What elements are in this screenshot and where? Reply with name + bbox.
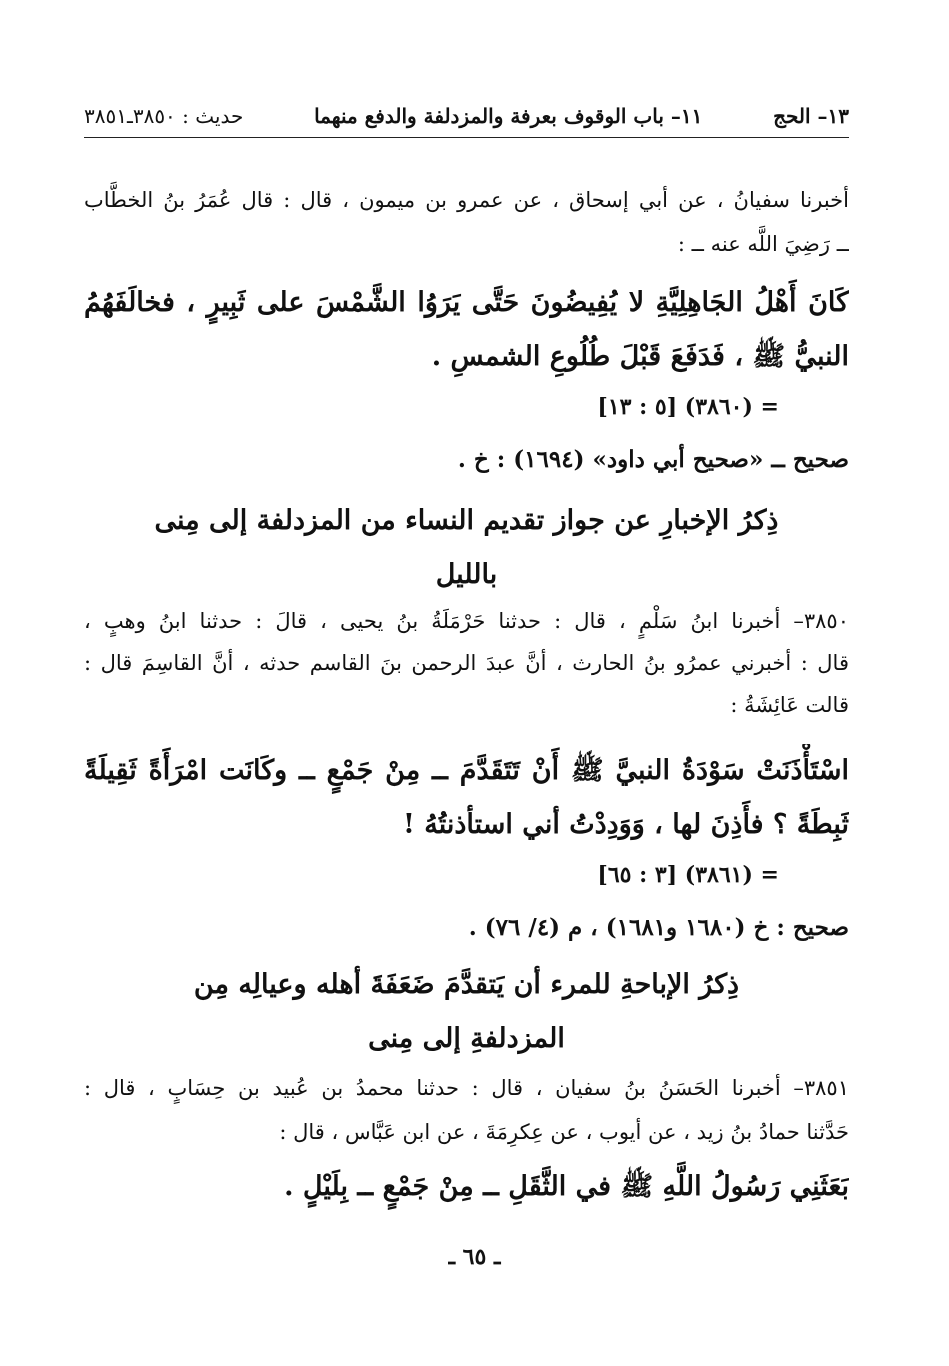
matn-line: اسْتَأْذَنَتْ سَوْدَةُ النبيَّ ﷺ أَنْ تَتَقَدَّمَ ــ مِنْ جَمْعٍ ــ وكَانَت امْرَأَةً ثَقِيلَةً [84,755,849,786]
matn-3851 [84,1160,849,1214]
matn-line: بَعَثَنِي رَسُولُ اللَّهِ ﷺ في الثَّقَلِ ــ مِنْ جَمْعٍ ــ بِلَيْلٍ . [284,1171,849,1202]
cross-reference: = (٣٨٦٠) [٥ : ١٣] [597,394,779,420]
cross-reference: = (٣٨٦١) [٣ : ٦٥] [597,862,779,888]
hadith-grade: صحيح : خ (١٦٨٠ و١٦٨١) ، م (٤/ ٧٦) . [468,914,849,941]
heading-line: بالليل [435,559,498,590]
isnad-line: ٣٨٥٠– أخبرنا ابنُ سَلْمٍ ، قال : حدثنا حَرْمَلَةُ بنُ يحيى ، قالَ : حدثنا ابنُ وهبٍ ، [84,609,849,633]
running-header [84,98,849,134]
heading-line: ذِكرُ الإباحةِ للمرء أن يَتقدَّمَ ضَعَفَةَ أهله وعيالِه مِن [193,969,740,1000]
matn-3850 [84,744,849,852]
header-hadith-range: حديث : ٣٨٥٠ـ٣٨٥١ [84,104,244,128]
isnad-3849 [84,180,849,264]
hadith-grade: صحيح ــ «صحيح أبي داود» (١٦٩٤) : خ . [457,446,849,473]
isnad-3850 [84,600,849,726]
page-number: ـ ٦٥ ـ [448,1244,501,1270]
isnad-line: ــ رَضِيَ اللَّه عنه ــ : [677,232,849,256]
chapter-heading [84,494,849,602]
matn-line: ثَبِطَةً ؟ فأَذِنَ لها ، وَوَدِدْتُ أني استأذنتُهُ ! [403,809,849,840]
heading-line: المزدلفةِ إلى مِنى [368,1023,565,1054]
header-section: ١١– باب الوقوف بعرفة والمزدلفة والدفع منهما [314,104,703,128]
header-rule [84,137,849,138]
isnad-line: أخبرنا سفيانُ ، عن أبي إسحاق ، عن عمرو بن ميمون ، قال : قال عُمَرُ بنُ الخطَّاب [84,188,849,212]
isnad-line: قال : أخبرني عمرُو بنُ الحارث ، أنَّ عبدَ الرحمن بنَ القاسم حدثه ، أنَّ القاسِمَ قال : [84,651,849,675]
isnad-line: ٣٨٥١– أخبرنا الحَسَنُ بنُ سفيان ، قال : حدثنا محمدُ بن عُبيد بن حِسَابٍ ، قال : [84,1076,849,1100]
header-chapter: ١٣– الحج [773,104,849,128]
isnad-line: حَدَّثنا حمادُ بنُ زيد ، عن أيوب ، عن عِكرِمَةَ ، عن ابن عَبَّاس ، قال : [279,1120,849,1144]
chapter-heading [84,958,849,1066]
matn-line: كَانَ أَهْلُ الجَاهِلِيَّةِ لا يُفِيضُونَ حَتَّى يَرَوُا الشَّمْسَ على ثَبِيرٍ ، فخالَفَهُمُ [84,287,849,318]
isnad-3851 [84,1066,849,1154]
matn-line: النبيُّ ﷺ ، فَدَفَعَ قَبْلَ طُلُوعِ الشمسِ . [431,341,849,372]
heading-line: ذِكرُ الإخبارِ عن جواز تقديم النساء من المزدلفة إلى مِنى [154,505,779,536]
isnad-line: قالت عَائِشَةُ : [730,693,849,717]
matn-3849 [84,276,849,384]
